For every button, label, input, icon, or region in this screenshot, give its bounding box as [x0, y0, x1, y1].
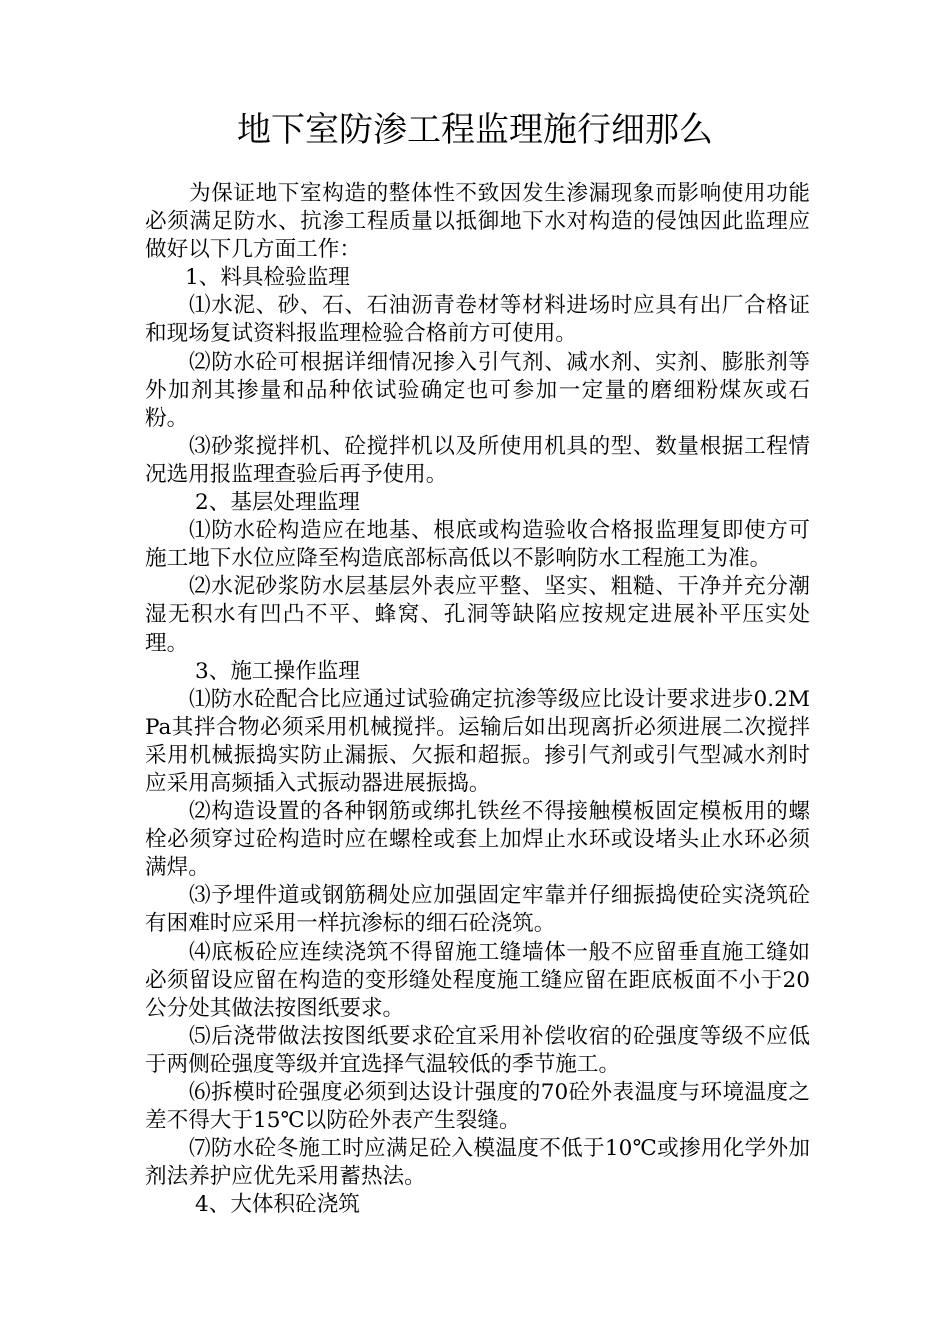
- document-body: [145, 180, 810, 1219]
- paragraph-construction-7: ⑺防水砼冬施工时应满足砼入模温度不低于10℃或掺用化学外加剂法养护应优先采用蓄热法。: [145, 1136, 810, 1190]
- paragraph-base-2: ⑵水泥砂浆防水层基层外表应平整、坚实、粗糙、干净并充分潮湿无积水有凹凸不平、蜂窝、孔洞等缺陷应按规定进展补平压实处理。: [145, 574, 810, 656]
- section-heading-base: 2、基层处理监理: [195, 490, 360, 516]
- intro-paragraph: 为保证地下室构造的整体性不致因发生渗漏现象而影响使用功能必须满足防水、抗渗工程质量以抵御地下水对构造的侵蚀因此监理应做好以下几方面工作：: [145, 181, 810, 263]
- paragraph-materials-2: ⑵防水砼可根据详细情况掺入引气剂、减水剂、实剂、膨胀剂等外加剂其掺量和品种依试验确定也可参加一定量的磨细粉煤灰或石粉。: [145, 349, 810, 431]
- paragraph-construction-3: ⑶予埋件道或钢筋稠处应加强固定牢靠并仔细振捣使砼实浇筑砼有困难时应采用一样抗渗标的细石砼浇筑。: [145, 883, 810, 937]
- section-heading-materials: 1、料具检验监理: [185, 265, 350, 291]
- paragraph-construction-6: ⑹拆模时砼强度必须到达设计强度的70砼外表温度与环境温度之差不得大于15℃以防砼外表产生裂缝。: [145, 1080, 810, 1134]
- section-heading-mass-concrete: 4、大体积砼浇筑: [195, 1192, 360, 1218]
- paragraph-materials-3: ⑶砂浆搅拌机、砼搅拌机以及所使用机具的型、数量根据工程情况选用报监理查验后再予使用。: [145, 433, 810, 487]
- paragraph-construction-5: ⑸后浇带做法按图纸要求砼宜采用补偿收宿的砼强度等级不应低于两侧砼强度等级并宜选择气温较低的季节施工。: [145, 1023, 810, 1077]
- paragraph-construction-2: ⑵构造设置的各种钢筋或绑扎铁丝不得接触模板固定模板用的螺栓必须穿过砼构造时应在螺栓或套上加焊止水环或设堵头止水环必须满焊。: [145, 799, 810, 881]
- paragraph-materials-1: ⑴水泥、砂、石、石油沥青卷材等材料进场时应具有出厂合格证和现场复试资料报监理检验合格前方可使用。: [145, 293, 810, 347]
- paragraph-construction-4: ⑷底板砼应连续浇筑不得留施工缝墙体一般不应留垂直施工缝如必须留设应留在构造的变形缝处程度施工缝应留在距底板面不小于20公分处其做法按图纸要求。: [145, 939, 810, 1021]
- document-title: 地下室防渗工程监理施行细那么: [237, 110, 713, 150]
- paragraph-base-1: ⑴防水砼构造应在地基、根底或构造验收合格报监理复即使方可施工地下水位应降至构造底部标高低以不影响防水工程施工为准。: [145, 518, 810, 572]
- paragraph-construction-1: ⑴防水砼配合比应通过试验确定抗渗等级应比设计要求进步0.2MPa其拌合物必须采用机械搅拌。运输后如出现离折必须进展二次搅拌采用机械振捣实防止漏振、欠振和超振。掺引气剂或引气型减水剂时应采用高频插入式振动器进展振捣。: [145, 686, 810, 796]
- section-heading-construction: 3、施工操作监理: [195, 658, 360, 684]
